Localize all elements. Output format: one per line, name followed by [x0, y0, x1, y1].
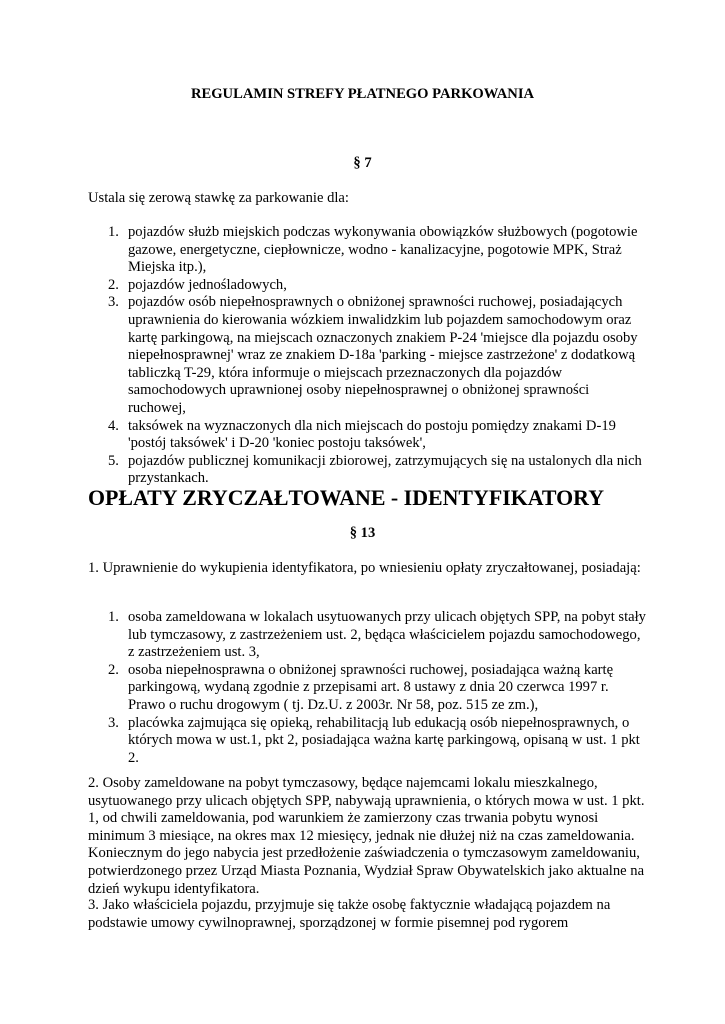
- section-7-number: § 7: [353, 155, 372, 171]
- section-13-list: [88, 609, 648, 767]
- section-13-paragraph-3: 3. Jako właściciela pojazdu, przyjmuje się także osobę faktycznie władającą pojazdem na podstawie umowy cywilnoprawnej, sporządzonej w formie pisemnej pod rygorem: [88, 897, 611, 931]
- list-item-number: 2.: [108, 661, 119, 678]
- section-13-number: § 13: [349, 525, 376, 541]
- list-item-number: 4.: [108, 417, 119, 434]
- list-item-number: 1.: [108, 224, 119, 240]
- section-heading-flat-fees: OPŁATY ZRYCZAŁTOWANE - IDENTYFIKATORY: [88, 485, 604, 510]
- list-item-text: pojazdów osób niepełnosprawnych o obniżonej sprawności ruchowej, posiadających uprawnienia do kierowania wózkiem inwalidzkim lub pojazdem samochodowym oraz kartę parkingową, na miejscach oznaczonych znakiem P-24 'miejsce dla pojazdu osoby niepełnosprawnej' wraz ze znakiem D-18a 'parking - miejsce zastrzeżone' z dodatkową tabliczką T-29, która informuje o miejscach przeznaczonych dla pojazdów samochodowych uprawnionej osoby niepełnosprawnej o obniżonej sprawności ruchowej,: [128, 294, 638, 416]
- list-item-text: osoba niepełnosprawna o obniżonej sprawności ruchowej, posiadająca ważną kartę parkingową, wydaną zgodnie z przepisami art. 8 ustawy z dnia 20 czerwca 1997 r. Prawo o ruchu drogowym ( tj. Dz.U. z 2003r. Nr 58, poz. 515 ze zm.),: [128, 661, 614, 713]
- list-item-text: pojazdów publicznej komunikacji zbiorowej, zatrzymujących się na ustalonych dla nich przystankach.: [128, 452, 642, 487]
- list-item-text: taksówek na wyznaczonych dla nich miejscach do postoju pomiędzy znakami D-19 'postój taksówek' i D-20 'koniec postoju taksówek',: [128, 417, 616, 452]
- list-item: [88, 453, 648, 488]
- list-item-text: osoba zameldowana w lokalach usytuowanych przy ulicach objętych SPP, na pobyt stały lub tymczasowy, z zastrzeżeniem ust. 2, będąca właścicielem pojazdu samochodowego, z zastrzeżeniem ust. 3,: [128, 609, 646, 661]
- list-item-number: 5.: [108, 452, 119, 469]
- list-item: [88, 609, 648, 662]
- list-item-text: pojazdów służb miejskich podczas wykonywania obowiązków służbowych (pogotowie gazowe, energetyczne, ciepłownicze, wodno - kanalizacyjne, pogotowie MPK, Straż Miejska itp.),: [128, 224, 638, 276]
- list-item-text: pojazdów jednośladowych,: [128, 276, 287, 293]
- list-item: [88, 418, 648, 453]
- list-item: [88, 277, 648, 295]
- list-item-number: 1.: [108, 609, 119, 625]
- list-item-number: 3.: [108, 294, 119, 311]
- list-item-number: 2.: [108, 276, 119, 293]
- list-item: [88, 715, 648, 768]
- list-item-number: 3.: [108, 714, 119, 731]
- list-item: [88, 224, 648, 277]
- section-13-paragraph-2: 2. Osoby zameldowane na pobyt tymczasowy, będące najemcami lokalu mieszkalnego, usytuowanego przy ulicach objętych SPP, nabywają uprawnienia, o których mowa w ust. 1 pkt. 1, od chwili zameldowania, pod warunkiem że zamierzony czas trwania pobytu wynosi minimum 3 miesiące, na okres max 12 miesięcy, jednak nie dłużej niż na czas zameldowania. Koniecznym do jego nabycia jest przedłożenie zaświadczenia o tymczasowym zameldowaniu, potwierdzonego przez Urząd Miasta Poznania, Wydział Spraw Obywatelskich jako aktualne na dzień wykupu identyfikatora.: [88, 775, 645, 897]
- section-7-list: [88, 224, 648, 488]
- list-item: [88, 294, 648, 417]
- document-title: REGULAMIN STREFY PŁATNEGO PARKOWANIA: [190, 86, 535, 102]
- list-item-text: placówka zajmująca się opieką, rehabilitacją lub edukacją osób niepełnosprawnych, o których mowa w ust.1, pkt 2, posiadająca ważna kartę parkingową, opisaną w ust. 1 pkt 2.: [128, 714, 640, 766]
- list-item: [88, 662, 648, 715]
- section-13-intro: 1. Uprawnienie do wykupienia identyfikatora, po wniesieniu opłaty zryczałtowanej, posiadają:: [88, 560, 641, 576]
- section-7-intro: Ustala się zerową stawkę za parkowanie dla:: [88, 190, 349, 206]
